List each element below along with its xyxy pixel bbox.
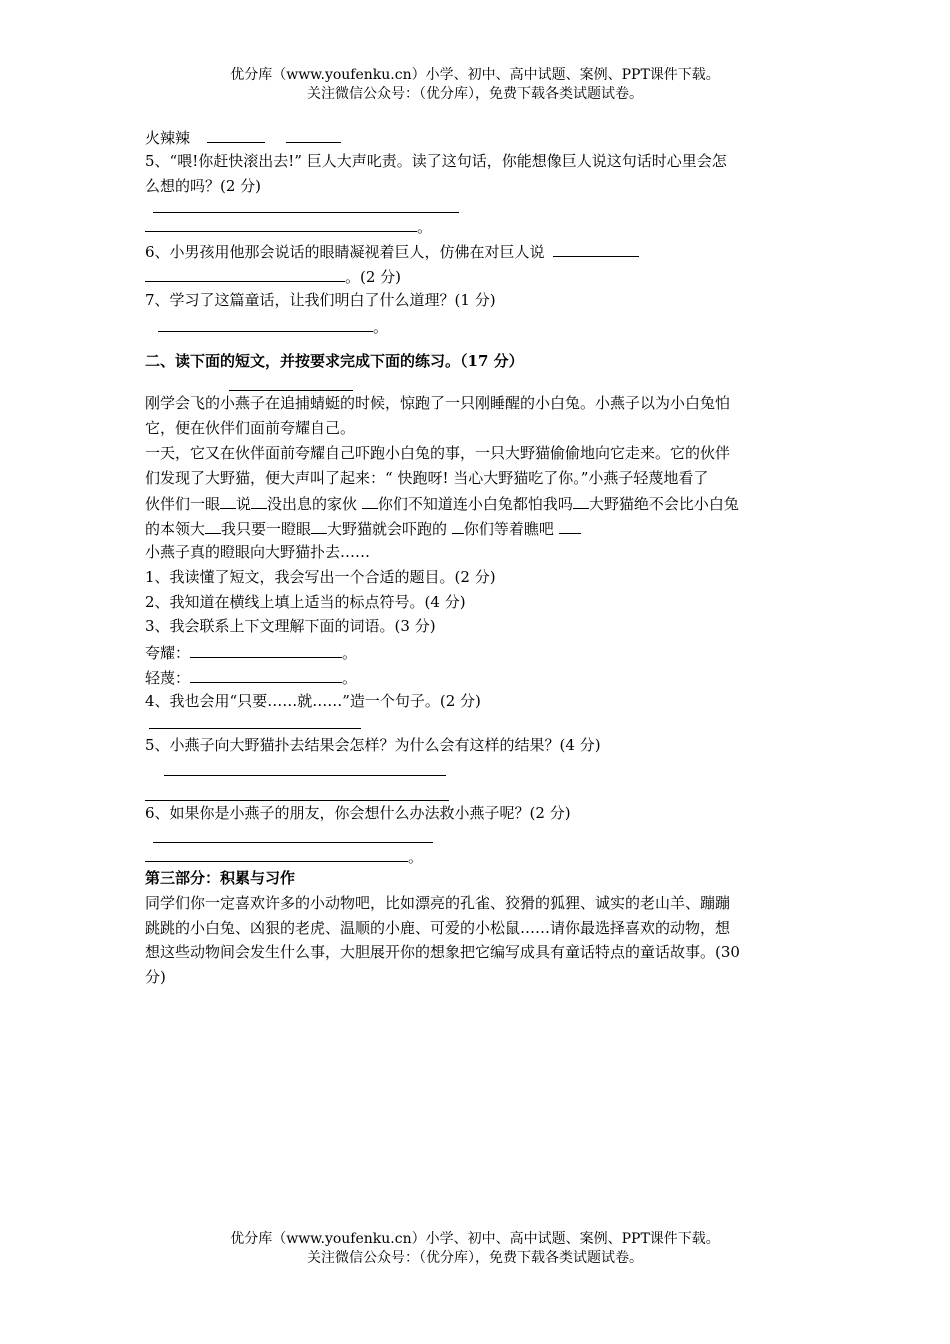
header-line-2: 关注微信公众号：（优分库），免费下载各类试题试卷。 [307,86,643,102]
punct-blank[interactable] [362,490,378,509]
word-kuayao: 夸耀： 。 [145,639,810,664]
question-6: 6、小男孩用他那会说话的眼睛凝视着巨人，仿佛在对巨人说 [145,238,810,263]
page-header [0,66,950,104]
question-6: 6、如果你是小燕子的朋友，你会想什么办法救小燕子呢？(2 分) [145,804,571,823]
essay-prompt-line: 想这些动物间会发生什么事，大胆展开你的想象把它编写成具有童话特点的童话故事。(30 [145,943,740,962]
essay-prompt-line: 同学们你一定喜欢许多的小动物吧，比如漂亮的孔雀、狡猾的狐狸、诚实的老山羊、蹦蹦 [145,893,731,912]
passage-line-punct: 的本领大 我只要一瞪眼 大野猫就会吓跑的 你们等着瞧吧 [145,515,810,540]
question-5: 5、“喂!你赶快滚出去!” 巨人大声叱责。读了这句话，你能想像巨人说这句话时心里会怎 [145,151,727,170]
worksheet-body [145,124,810,990]
punct-blank[interactable] [205,515,221,534]
answer-blank[interactable] [286,124,341,143]
answer-line-row: 。 [145,843,810,868]
hot-word-label: 火辣辣 [145,129,191,147]
passage-line: 一天，它又在伙伴面前夸耀自己吓跑小白兔的事，一只大野猫偷偷地向它走来。它的伙伴 [145,443,731,462]
question-5-cont: 么想的吗？(2 分) [145,176,262,195]
footer-line-1: 优分库（www.youfenku.cn）小学、初中、高中试题、案例、PPT课件下载。 [230,1231,720,1247]
section-3-title: 第三部分：积累与习作 [145,868,296,887]
passage-line: 小燕子真的瞪眼向大野猫扑去…… [145,542,371,561]
punct-blank[interactable] [220,490,236,509]
punct-blank[interactable] [452,515,464,534]
passage-line: 它，便在伙伴们面前夸耀自己。 [145,418,356,437]
title-blank[interactable] [229,374,353,391]
section-2-title: 二、读下面的短文，并按要求完成下面的练习。（17 分） [145,352,524,371]
punct-blank[interactable] [311,515,327,534]
punct-blank[interactable] [559,515,581,534]
answer-blank[interactable] [553,238,639,257]
header-line-1: 优分库（www.youfenku.cn）小学、初中、高中试题、案例、PPT课件下载。 [230,67,720,83]
question-4: 4、我也会用“只要……就……”造一个句子。(2 分) [145,691,481,710]
answer-line[interactable] [145,843,408,862]
essay-prompt-line: 分) [145,968,166,987]
answer-line[interactable] [158,313,373,332]
essay-prompt-line: 跳跳的小白兔、凶狠的老虎、温顺的小鹿、可爱的小松鼠……请你最选择喜欢的动物，想 [145,918,731,937]
question-6-cont: 。(2 分) [145,263,810,288]
answer-line[interactable] [164,757,446,776]
answer-line[interactable] [145,263,345,282]
answer-blank[interactable] [190,639,342,658]
answer-line[interactable] [145,776,449,801]
passage-line: 刚学会飞的小燕子在追捕蜻蜓的时候，惊跑了一只刚睡醒的小白兔。小燕子以为小白兔怕 [145,394,731,413]
answer-line-row: 。 [145,213,810,238]
answer-line[interactable] [145,213,417,232]
word-qingmie: 轻蔑： 。 [145,664,810,689]
hot-word-line [145,124,810,149]
passage-line: 们发现了大野猫，便大声叫了起来：“ 快跑呀! 当心大野猫吃了你。”小燕子轻蔑地看了 [145,468,709,487]
question-3: 3、我会联系上下文理解下面的词语。(3 分) [145,617,436,636]
punct-blank[interactable] [573,490,589,509]
answer-blank[interactable] [190,664,342,683]
answer-line[interactable] [153,198,459,213]
answer-line[interactable] [153,826,433,843]
question-1: 1、我读懂了短文，我会写出一个合适的题目。(2 分) [145,567,496,586]
passage-line-punct: 伙伴们一眼 说 没出息的家伙 你们不知道连小白兔都怕我吗 大野猫绝不会比小白兔 [145,490,810,515]
question-5: 5、小燕子向大野猫扑去结果会怎样？为什么会有这样的结果？(4 分) [145,735,601,754]
footer-line-2: 关注微信公众号：（优分库），免费下载各类试题试卷。 [307,1250,643,1266]
question-2: 2、我知道在横线上填上适当的标点符号。(4 分) [145,592,466,611]
answer-line[interactable] [149,714,361,729]
answer-line-row: 。 [145,313,810,338]
page-footer [0,1230,950,1268]
answer-blank[interactable] [207,124,265,143]
punct-blank[interactable] [251,490,267,509]
question-7: 7、学习了这篇童话，让我们明白了什么道理？(1 分) [145,290,496,309]
